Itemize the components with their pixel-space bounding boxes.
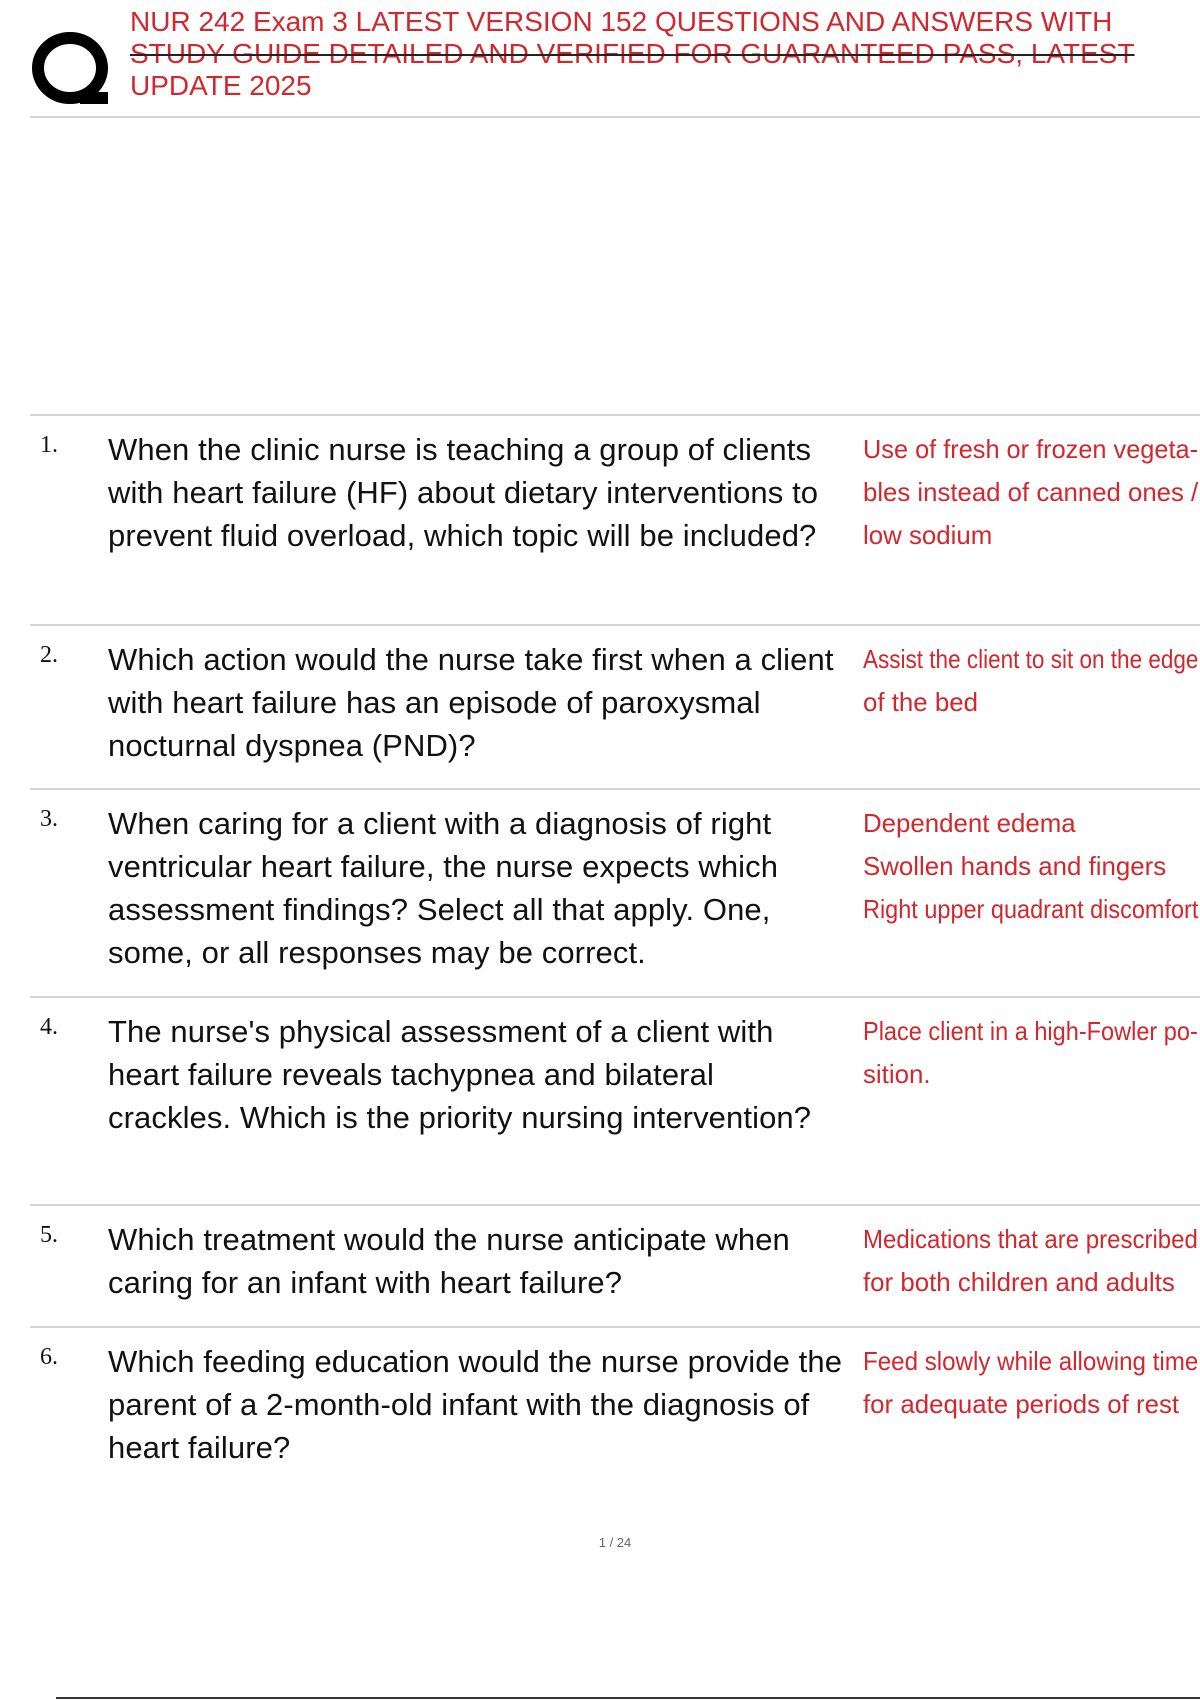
title-line-2: STUDY GUIDE DETAILED AND VERIFIED FOR GUARANTEED PASS, LATEST [130, 38, 1135, 69]
question-text: The nurse's physical assessment of a client with heart failure reveals tachypnea and bilateral crackles. Which is the priority nursing intervention? [108, 1014, 812, 1135]
question-text: Which action would the nurse take first when a client with heart failure has an episode of paroxysmal nocturnal dyspnea (PND)? [108, 642, 834, 763]
answer-line: Use of fresh or frozen vegeta- [863, 434, 1199, 464]
circle-q-logo-icon [30, 30, 110, 110]
answer-text [843, 1010, 1200, 1204]
qa-row [30, 1204, 1200, 1326]
answer-line: Swollen hands and fingers [863, 851, 1167, 881]
question-text: When the clinic nurse is teaching a group of clients with heart failure (HF) about dietary interventions to prevent fluid overload, which topic will be included? [108, 432, 819, 553]
answer-text [843, 638, 1200, 788]
footer-divider [56, 1697, 1200, 1699]
answer-text [843, 1340, 1200, 1476]
answer-line: for both children and adults [863, 1267, 1175, 1297]
answer-line: Assist the client to sit on the edge [863, 644, 1199, 674]
title-line-1: NUR 242 Exam 3 LATEST VERSION 152 QUESTIONS AND ANSWERS WITH [130, 6, 1113, 37]
answer-line: of the bed [863, 687, 978, 717]
qa-row [30, 996, 1200, 1204]
qa-row [30, 414, 1200, 624]
question-number: 5. [40, 1222, 58, 1248]
question-number: 1. [40, 432, 58, 458]
answer-line: Place client in a high-Fowler po- [863, 1016, 1198, 1046]
answer-line: sition. [863, 1059, 931, 1089]
question-text: Which treatment would the nurse anticipate when caring for an infant with heart failure? [108, 1222, 790, 1300]
answer-text [843, 802, 1200, 996]
header-divider [30, 116, 1200, 118]
answer-line: Medications that are prescribed [863, 1224, 1198, 1254]
question-text: When caring for a client with a diagnosis of right ventricular heart failure, the nurse expects which assessment findings? Select all that apply. One, some, or all responses may be correct. [108, 806, 779, 970]
answer-line: bles instead of canned ones / [863, 477, 1199, 507]
answer-line: low sodium [863, 520, 993, 550]
answer-line: Dependent edema [863, 808, 1076, 838]
answer-line: Right upper quadrant discomfort [863, 894, 1199, 924]
question-number: 4. [40, 1014, 58, 1040]
document-title [130, 6, 1180, 102]
qa-table [30, 414, 1200, 1476]
qa-row [30, 788, 1200, 996]
answer-text [843, 1218, 1200, 1326]
question-number: 6. [40, 1344, 58, 1370]
answer-text [843, 428, 1200, 624]
qa-row [30, 1326, 1200, 1476]
question-number: 3. [40, 806, 58, 832]
answer-line: Feed slowly while allowing time [863, 1346, 1199, 1376]
page-number: 1 / 24 [598, 1535, 632, 1550]
title-line-3: UPDATE 2025 [130, 70, 312, 101]
qa-row [30, 624, 1200, 788]
answer-line: for adequate periods of rest [863, 1389, 1180, 1419]
question-text: Which feeding education would the nurse provide the parent of a 2-month-old infant with the diagnosis of heart failure? [108, 1344, 843, 1465]
question-number: 2. [40, 642, 58, 668]
